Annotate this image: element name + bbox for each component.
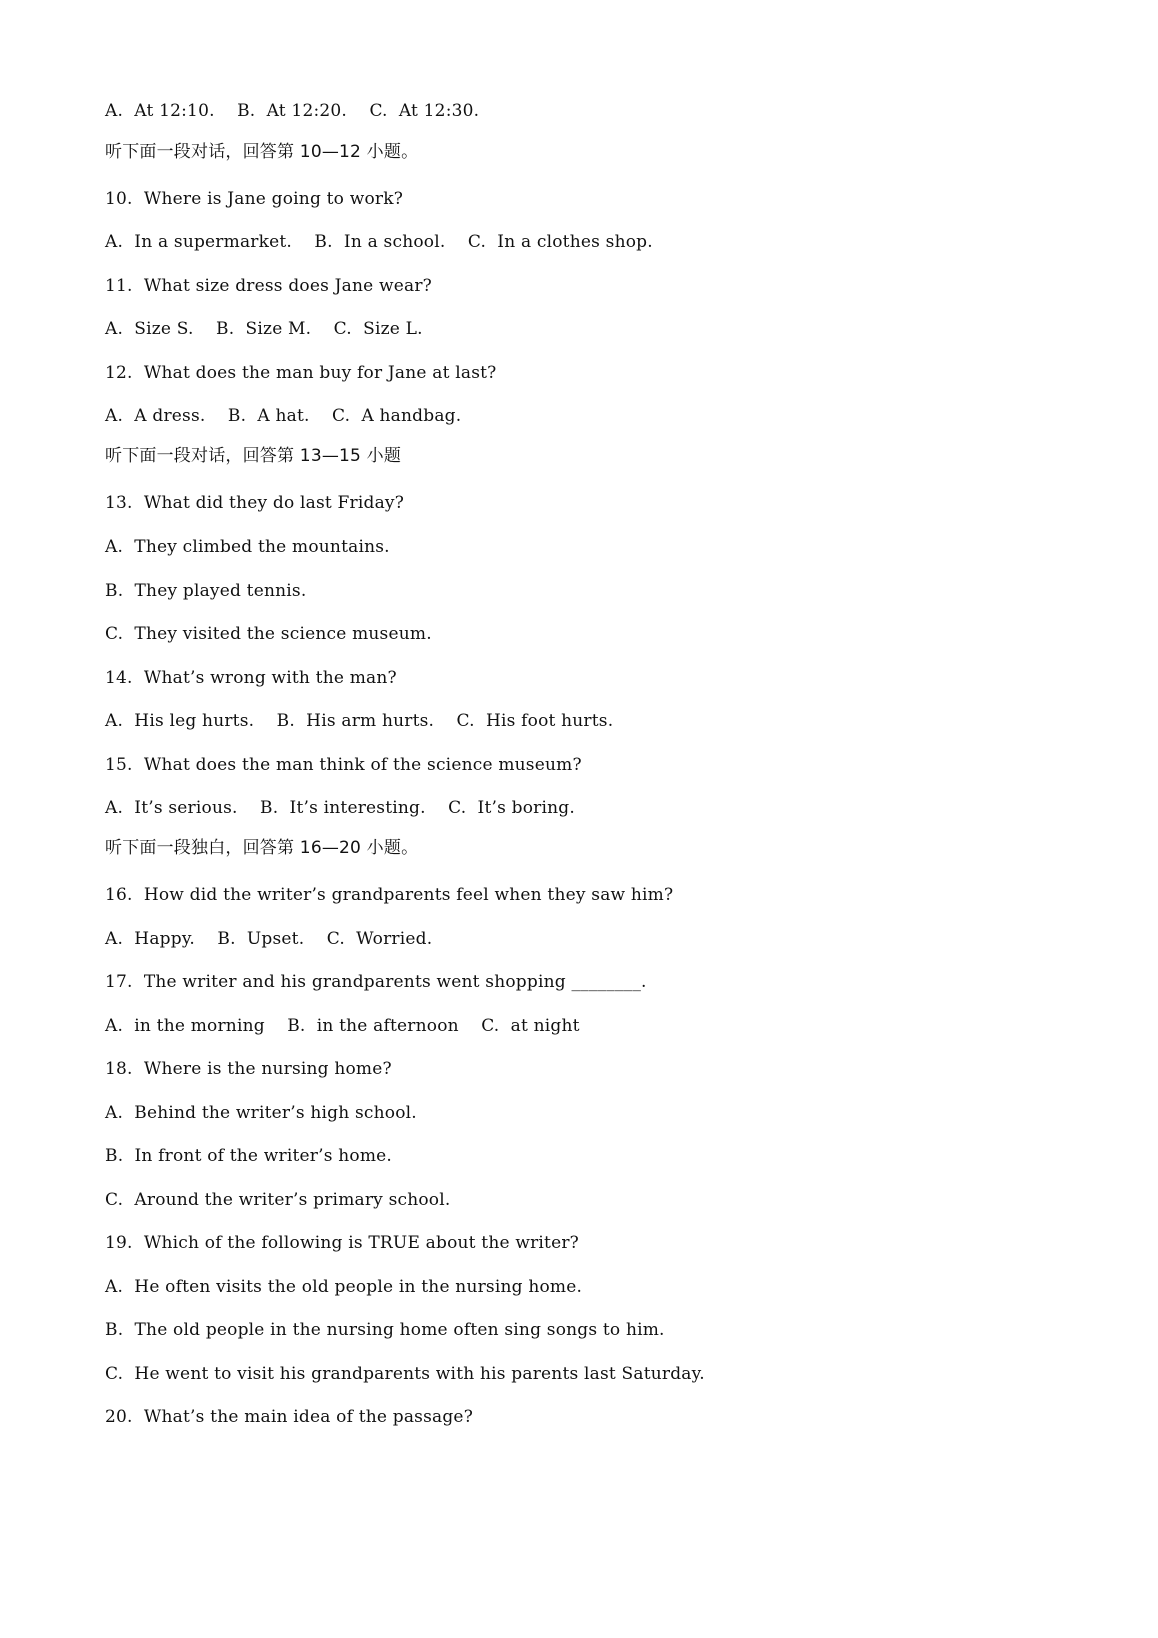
question-10: 10. Where is Jane going to work? [105, 189, 404, 209]
q12-options: A. A dress. B. A hat. C. A handbag. [105, 406, 462, 426]
q19-option-a: A. He often visits the old people in the nursing home. [105, 1277, 583, 1297]
section-instruction-10-12: 听下面一段对话，回答第 10—12 小题。 [105, 142, 419, 162]
question-13: 13. What did they do last Friday? [105, 493, 405, 513]
q9-options: A. At 12:10. B. At 12:20. C. At 12:30. [105, 101, 480, 121]
q16-options: A. Happy. B. Upset. C. Worried. [105, 929, 433, 949]
q15-options: A. It’s serious. B. It’s interesting. C. It’s boring. [105, 798, 575, 818]
question-19: 19. Which of the following is TRUE about the writer? [105, 1233, 579, 1253]
q13-option-c: C. They visited the science museum. [105, 624, 432, 644]
question-12: 12. What does the man buy for Jane at last? [105, 363, 497, 383]
q11-options: A. Size S. B. Size M. C. Size L. [105, 319, 423, 339]
q13-option-a: A. They climbed the mountains. [105, 537, 390, 557]
q14-options: A. His leg hurts. B. His arm hurts. C. His foot hurts. [105, 711, 614, 731]
q10-options: A. In a supermarket. B. In a school. C. In a clothes shop. [105, 232, 653, 252]
q17-options: A. in the morning B. in the afternoon C. at night [105, 1016, 580, 1036]
q18-option-b: B. In front of the writer’s home. [105, 1146, 393, 1166]
question-15: 15. What does the man think of the science museum? [105, 755, 582, 775]
section-instruction-16-20: 听下面一段独白，回答第 16—20 小题。 [105, 838, 419, 858]
q19-option-b: B. The old people in the nursing home often sing songs to him. [105, 1320, 665, 1340]
question-14: 14. What’s wrong with the man? [105, 668, 397, 688]
question-17: 17. The writer and his grandparents went shopping ________. [105, 972, 647, 992]
q18-option-c: C. Around the writer’s primary school. [105, 1190, 451, 1210]
question-20: 20. What’s the main idea of the passage? [105, 1407, 474, 1427]
q18-option-a: A. Behind the writer’s high school. [105, 1103, 417, 1123]
q19-option-c: C. He went to visit his grandparents with his parents last Saturday. [105, 1364, 705, 1384]
question-16: 16. How did the writer’s grandparents feel when they saw him? [105, 885, 674, 905]
question-18: 18. Where is the nursing home? [105, 1059, 392, 1079]
question-11: 11. What size dress does Jane wear? [105, 276, 432, 296]
q13-option-b: B. They played tennis. [105, 581, 307, 601]
section-instruction-13-15: 听下面一段对话，回答第 13—15 小题 [105, 446, 402, 466]
